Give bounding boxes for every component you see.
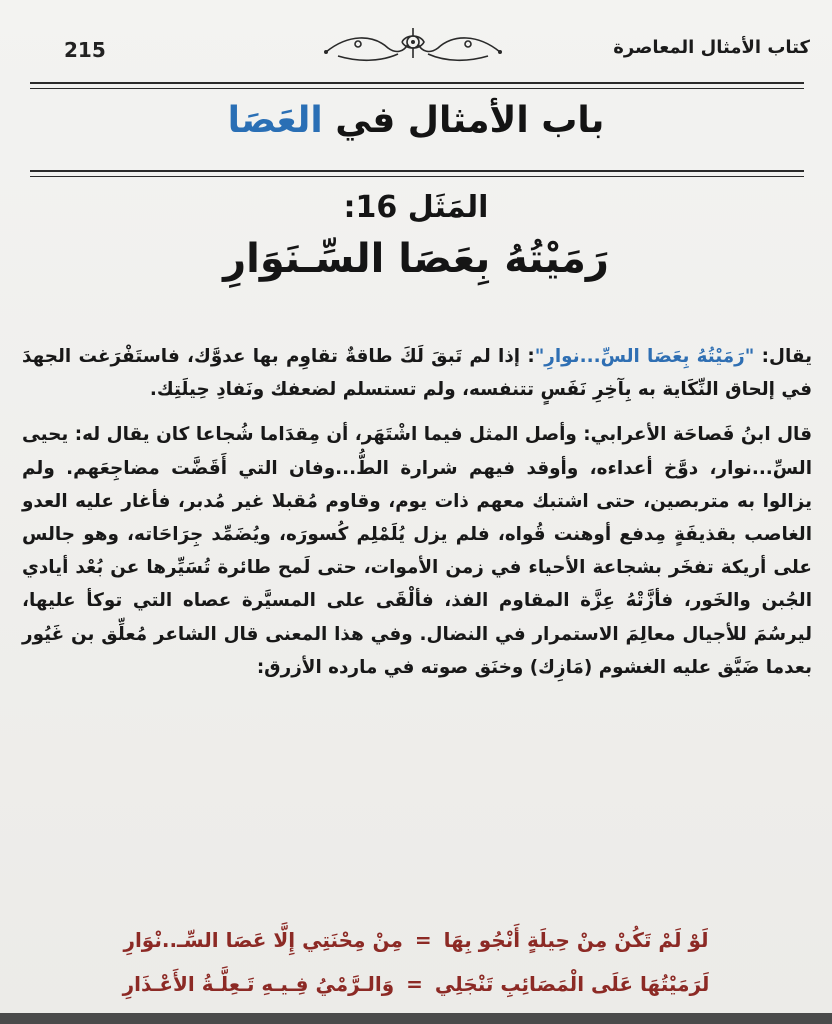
paragraph-origin: قال ابنُ فَصاحَة الأعرابي: وأصل المثل فيما اشْتَهَر، أن مِقدَاما شُجاعا كان يقال له: يحيى السِّ...نوار، دوَّخ أعداءه، وأوقد فيهم شرارة الطُّ...وفان التي أَقَضَّت مضاجِعَهم. ولم يزالوا به متربصين، حتى اشتبك معهم ذات يوم، وقاوم مُقبلا غير مُدبر، فأغار عليه العدو الغاصب بقذيفَةٍ مِدفع أوهنت قُواه، فلم يزل يُلَمْلِم كُسورَه، ويُضَمِّد جِرَاحَاته، وهو جالس على أريكة تفخَر بشجاعة الأحياء في زمن الأموات، حتى لَمح طائرة تُسَيِّرها عن بُعْد أيادي الجُبن والخَور، فأزَّتْهُ عِزَّة المقاوم الفذ، فألْقَى على المسيَّرة عصاه التي توكأ عليها، ليرسُمَ للأجيال معالِمَ الاستمرار في النضال. وفي هذا المعنى قال الشاعر مُعلِّق بن غَيُور بعدما ضَيَّق عليه الغشوم (مَازِك) وخنَق صوته في مارده الأزرق: [22, 424, 812, 678]
verse-separator: = [414, 928, 432, 952]
paragraph-intro [22, 340, 812, 406]
page-number: 215 [64, 38, 106, 62]
chapter-rule-thin [30, 176, 804, 177]
page-header [0, 0, 832, 95]
chapter-rule [30, 170, 804, 172]
body-text [22, 340, 812, 684]
verse-hemistich-first: لَوْ لَمْ تَكُنْ مِنْ حِيلَةٍ أَنْجُو بِهَا [443, 928, 709, 952]
top-rule-thin [30, 88, 804, 89]
verse-hemistich-second: وَالـرَّمْيُ فِـيـهِ تَـعِلَّـةُ الأَعْـذَارِ [122, 972, 395, 996]
verse-line [0, 972, 832, 996]
verse-separator: = [406, 972, 423, 996]
book-title: كتاب الأمثال المعاصرة [613, 37, 810, 58]
proverb-number: المَثَل 16: [343, 190, 489, 225]
paragraph-intro-lead: يقال: [754, 346, 812, 367]
paragraph-intro-rest: : إذا لم تَبقَ لَكَ طاقةٌ تقاوِم بها عدوَّك، فاستَفْرَغت الجهدَ في إلحاق النِّكَاية به بِآخِرِ نَفَسٍ تتنفسه، ولم تستسلم لضعفك ونَفادِ حِيلَتِك. [22, 346, 812, 401]
proverb-title: رَمَيْتُهُ بِعَصَا السِّـنَوَارِ [223, 236, 609, 282]
verse-line [0, 928, 832, 952]
chapter-title-accent: العَصَا [227, 100, 323, 141]
verse-hemistich-first: لَرَمَيْتُهَا عَلَى الْمَصَائِبِ تَنْجَلِي [434, 972, 710, 996]
bottom-edge-bar [0, 1013, 832, 1024]
verse-hemistich-second: مِنْ مِحْنَتِي إِلَّا عَصَا السِّـ..نْوَارِ [123, 928, 403, 952]
chapter-title-prefix: باب الأمثال في [322, 100, 605, 141]
top-rule [30, 82, 804, 84]
ornament-icon [318, 22, 508, 66]
proverb-quote: "رَمَيْتُهُ بِعَصَا السِّ...نوارِ" [534, 346, 755, 367]
chapter-title [0, 100, 832, 141]
